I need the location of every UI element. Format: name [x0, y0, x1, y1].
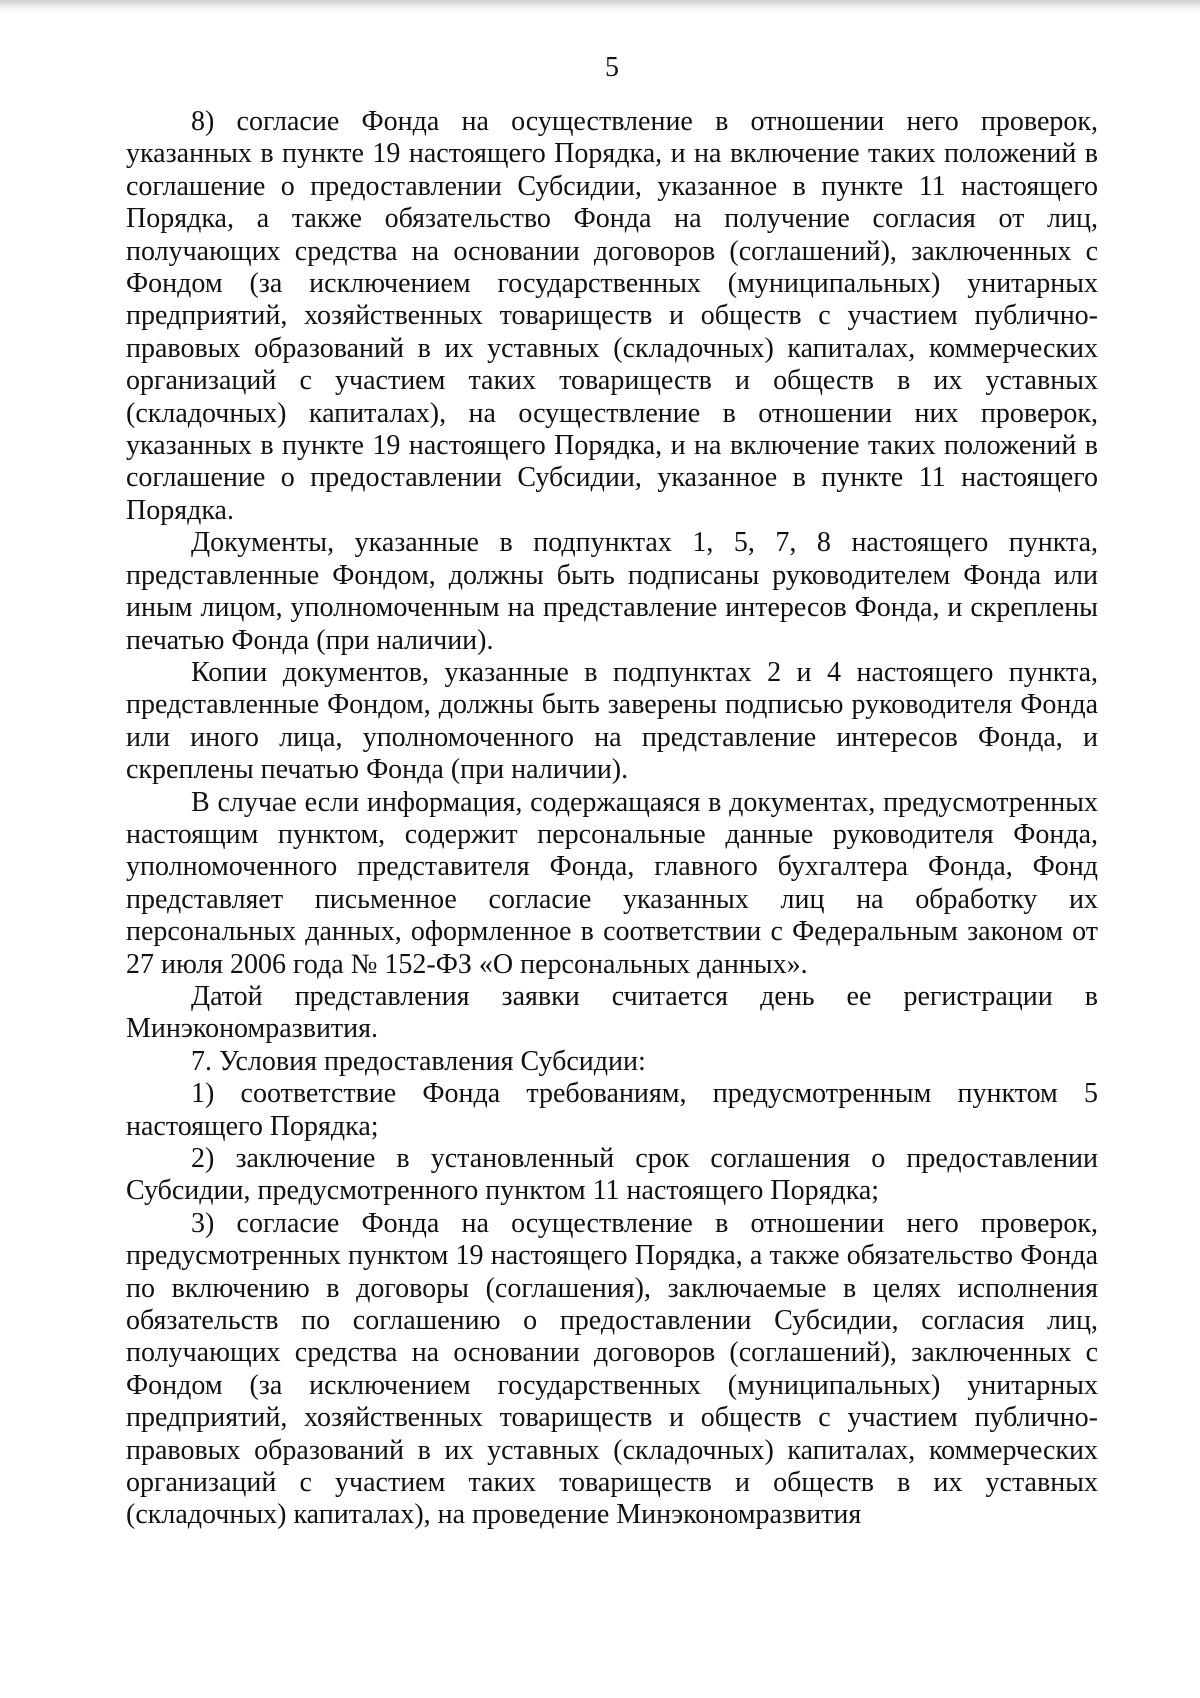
- paragraph-document-copies: Копии документов, указанные в подпунктах 2 и 4 настоящего пункта, представленные Фондом, должны быть заверены подписью руководителя Фонда или иного лица, уполномоченного на представление интересов Фонда, и скреплены печатью Фонда (при наличии).: [126, 656, 1098, 786]
- condition-item-2: 2) заключение в установленный срок соглашения о предоставлении Субсидии, предусмотренного пунктом 11 настоящего Порядка;: [126, 1143, 1098, 1207]
- page-number: 5: [605, 52, 619, 83]
- paragraph-documents-signature: Документы, указанные в подпунктах 1, 5, 7, 8 настоящего пункта, представленные Фондом, должны быть подписаны руководителем Фонда или иным лицом, уполномоченным на представление интересов Фонда, и скреплены печатью Фонда (при наличии).: [126, 527, 1098, 656]
- paragraph-application-date: Датой представления заявки считается день ее регистрации в Минэкономразвития.: [126, 980, 1098, 1045]
- paragraph-personal-data: В случае если информация, содержащаяся в документах, предусмотренных настоящим пунктом, содержит персональные данные руководителя Фонда, уполномоченного представителя Фонда, главного бухгалтера Фонда, Фонд представляет письменное согласие указанных лиц на обработку их персональных данных, оформленное в соответствии с Федеральным законом от 27 июля 2006 года № 152-ФЗ «О персональных данных».: [126, 786, 1098, 980]
- condition-item-1: 1) соответствие Фонда требованиям, предусмотренным пунктом 5 настоящего Порядка;: [126, 1078, 1098, 1142]
- document-page: [126, 52, 1098, 1532]
- paragraph-item-8-consent: 8) согласие Фонда на осуществление в отношении него проверок, указанных в пункте 19 настоящего Порядка, и на включение таких положений в соглашение о предоставлении Субсидии, указанное в пункте 11 настоящего Порядка, а также обязательство Фонда на получение согласия от лиц, получающих средства на основании договоров (соглашений), заключенных с Фондом (за исключением государственных (муниципальных) унитарных предприятий, хозяйственных товариществ и обществ с участием публично-правовых образований в их уставных (складочных) капиталах, коммерческих организаций с участием таких товариществ и обществ в их уставных (складочных) капиталах), на осуществление в отношении них проверок, указанных в пункте 19 настоящего Порядка, и на включение таких положений в соглашение о предоставлении Субсидии, указанное в пункте 11 настоящего Порядка.: [126, 106, 1098, 526]
- scan-shadow: [0, 0, 1200, 14]
- section-heading-conditions: 7. Условия предоставления Субсидии:: [191, 1045, 646, 1077]
- condition-item-3: 3) согласие Фонда на осуществление в отношении него проверок, предусмотренных пунктом 19 настоящего Порядка, а также обязательство Фонда по включению в договоры (соглашения), заключаемые в целях исполнения обязательств по соглашению о предоставлении Субсидии, согласия лиц, получающих средства на основании договоров (соглашений), заключенных с Фондом (за исключением государственных (муниципальных) унитарных предприятий, хозяйственных товариществ и обществ с участием публично-правовых образований в их уставных (складочных) капиталах, коммерческих организаций с участием таких товариществ и обществ в их уставных (складочных) капиталах), на проведение Минэкономразвития: [126, 1207, 1098, 1531]
